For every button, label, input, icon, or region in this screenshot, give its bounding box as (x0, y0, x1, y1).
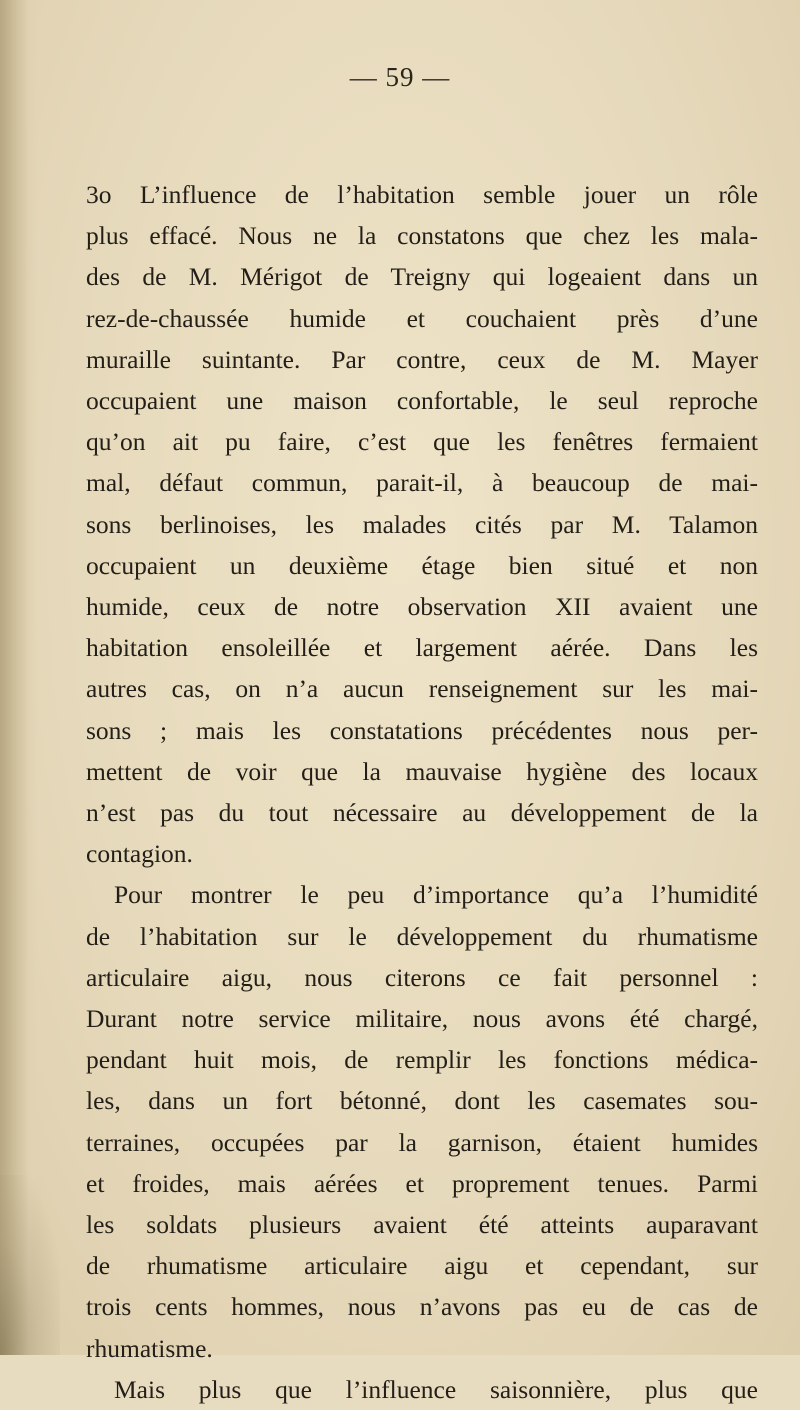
text-line: sons ; mais les constatations précédentes nous per- (86, 715, 758, 745)
text-line: mal, défaut commun, parait-il, à beaucoup de mai- (86, 468, 758, 498)
text-line: autres cas, on n’a aucun renseignement sur les mai- (86, 674, 758, 704)
text-line: des de M. Mérigot de Treigny qui logeaient dans un (86, 262, 758, 292)
paragraph-personal-observation (86, 874, 758, 1368)
page-binding-shadow (0, 0, 38, 1355)
text-line: sons berlinoises, les malades cités par M. Talamon (86, 509, 758, 539)
text-line: rez-de-chaussée humide et couchaient près d’une (86, 303, 758, 333)
paragraph-habitation (86, 174, 758, 874)
text-line: muraille suintante. Par contre, ceux de M. Mayer (86, 344, 758, 374)
text-line: Durant notre service militaire, nous avons été chargé, (86, 1004, 758, 1034)
text-line: et froides, mais aérées et proprement tenues. Parmi (86, 1168, 758, 1198)
text-line: contagion. (86, 839, 193, 869)
text-line: 3o L’influence de l’habitation semble jouer un rôle (86, 180, 758, 209)
text-line: humide, ceux de notre observation XII avaient une (86, 592, 758, 622)
body-text (86, 174, 758, 1410)
text-line: rhumatisme. (86, 1333, 213, 1363)
text-line: de rhumatisme articulaire aigu et cependant, sur (86, 1251, 758, 1281)
text-line: trois cents hommes, nous n’avons pas eu de cas de (86, 1292, 758, 1322)
text-line: habitation ensoleillée et largement aérée. Dans les (86, 633, 758, 663)
page-stain (0, 1175, 60, 1355)
text-line: plus effacé. Nous ne la constatons que chez les mala- (86, 221, 758, 251)
text-line: Mais plus que l’influence saisonnière, plus que (114, 1374, 758, 1404)
text-line: n’est pas du tout nécessaire au développement de la (86, 798, 758, 828)
text-line: de l’habitation sur le développement du rhumatisme (86, 921, 758, 951)
text-line: pendant huit mois, de remplir les fonctions médica- (86, 1045, 758, 1075)
page-number: — 59 — (349, 62, 451, 92)
text-line: occupaient un deuxième étage bien situé et non (86, 550, 758, 580)
text-line: mettent de voir que la mauvaise hygiène des locaux (86, 756, 758, 786)
text-line: les soldats plusieurs avaient été atteints auparavant (86, 1210, 758, 1240)
text-line: Pour montrer le peu d’importance qu’a l’humidité (114, 880, 758, 910)
text-line: articulaire aigu, nous citerons ce fait personnel : (86, 962, 758, 992)
text-line: les, dans un fort bétonné, dont les casemates sou- (86, 1086, 758, 1116)
paragraph-seasonal-influence (86, 1369, 758, 1410)
text-line: qu’on ait pu faire, c’est que les fenêtres fermaient (86, 427, 758, 457)
text-line: occupaient une maison confortable, le seul reproche (86, 386, 758, 416)
text-line: terraines, occupées par la garnison, étaient humides (86, 1127, 758, 1157)
